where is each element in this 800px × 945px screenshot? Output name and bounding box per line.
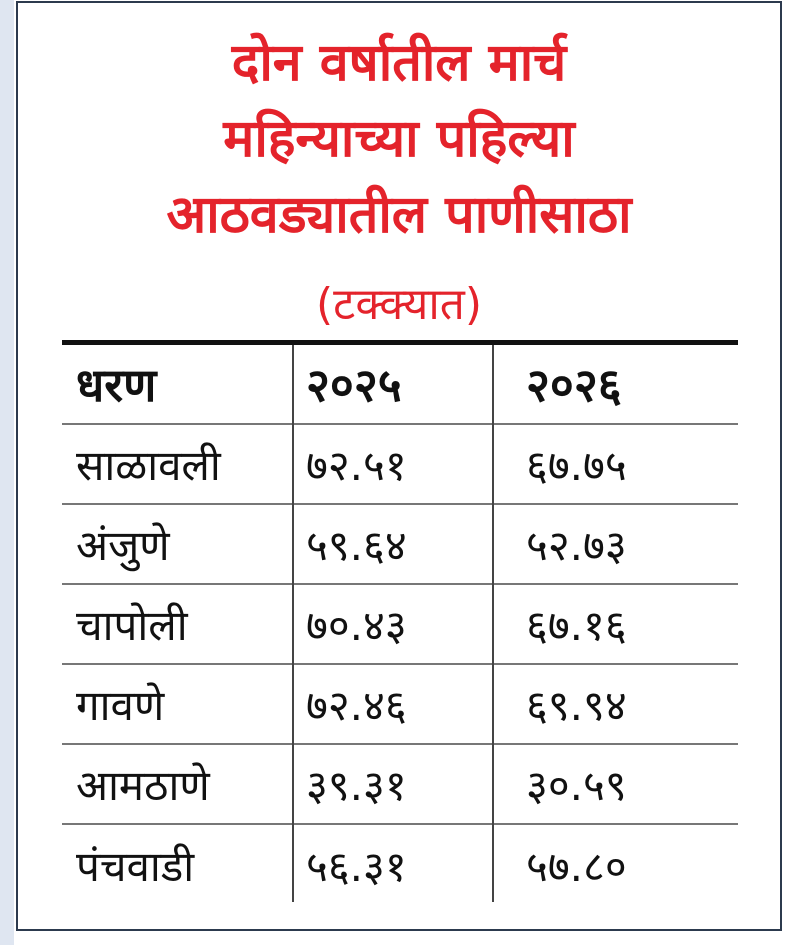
- title-line-2: महिन्याच्या पहिल्या: [223, 109, 575, 169]
- table-header-row: [62, 345, 738, 425]
- dam-name: पंचवाडी: [76, 841, 195, 891]
- value-2025: ५९.६४: [306, 520, 407, 570]
- value-2026: ३०.५९: [526, 760, 627, 810]
- value-2025: ३९.३१: [306, 760, 407, 810]
- dam-name: अंजुणे: [76, 520, 170, 570]
- value-2025: ७२.५१: [306, 440, 407, 490]
- value-2026: ६७.७५: [526, 440, 627, 490]
- value-2026: ५७.८०: [526, 841, 627, 891]
- dam-name: चापोली: [76, 600, 188, 650]
- left-page-strip: [0, 0, 14, 945]
- title-line-3: आठवड्यातील पाणीसाठा: [166, 185, 632, 245]
- header-year-2025: २०२५: [306, 358, 402, 412]
- value-2025: ७०.४३: [306, 600, 407, 650]
- infobox-title: [18, 25, 780, 253]
- value-2025: ५६.३१: [306, 841, 407, 891]
- header-dam: धरण: [76, 358, 157, 412]
- value-2026: ६७.१६: [526, 600, 627, 650]
- table-row: [62, 585, 738, 665]
- table-row: [62, 665, 738, 745]
- column-divider-2: [492, 345, 494, 902]
- header-year-2026: २०२६: [526, 358, 622, 412]
- table-row: [62, 745, 738, 825]
- dam-name: गावणे: [76, 680, 165, 730]
- value-2026: ५२.७३: [526, 520, 627, 570]
- title-line-1: दोन वर्षातील मार्च: [231, 33, 567, 93]
- table-row: [62, 425, 738, 505]
- table-row: [62, 505, 738, 585]
- infobox-subtitle: (टक्क्यात): [315, 279, 483, 330]
- value-2025: ७२.४६: [306, 680, 407, 730]
- dam-name: साळावली: [76, 440, 221, 490]
- dam-name: आमठाणे: [76, 760, 210, 810]
- value-2026: ६९.९४: [526, 680, 627, 730]
- table-row: [62, 825, 738, 905]
- column-divider-1: [292, 345, 294, 902]
- dam-storage-table: [62, 345, 738, 905]
